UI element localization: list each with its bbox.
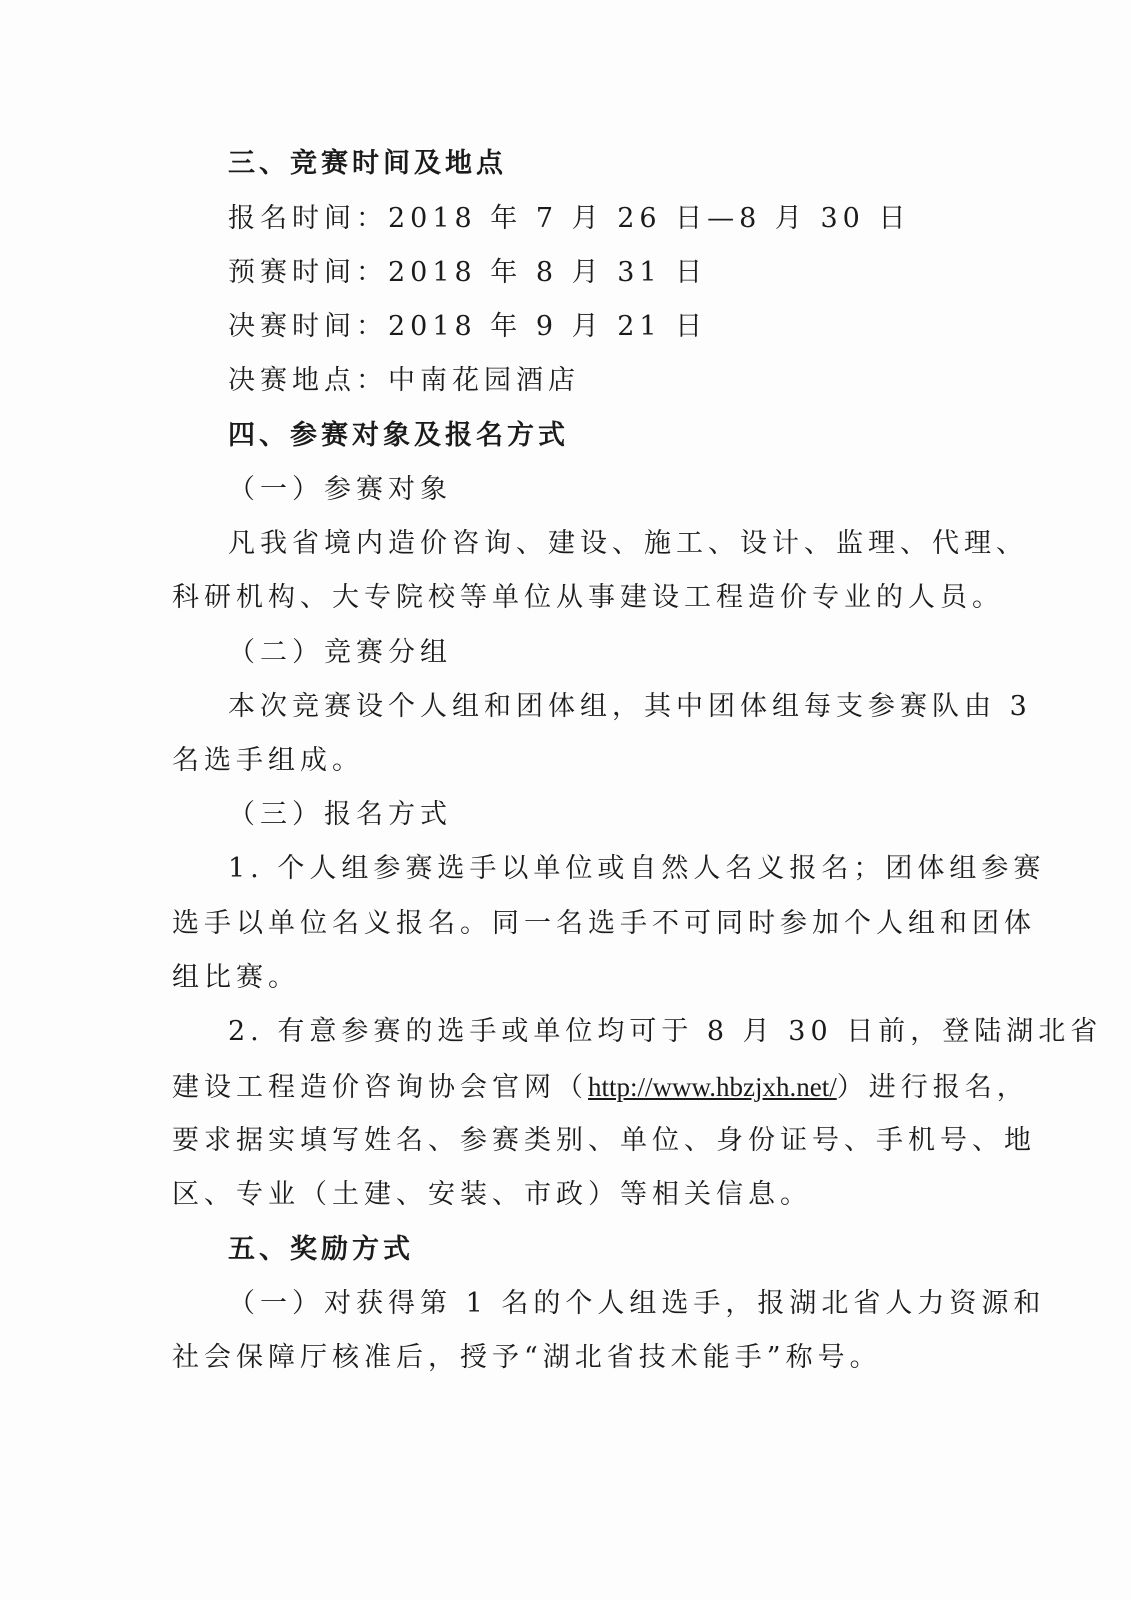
sub-3-item-1-line-2: 选手以单位名义报名。同一名选手不可同时参加个人组和团体: [172, 908, 1036, 939]
section-5-item-1-line-1: （一）对获得第 1 名的个人组选手，报湖北省人力资源和: [228, 1288, 1046, 1319]
sub-3-item-2-line-4: 区、专业（土建、安装、市政）等相关信息。: [172, 1179, 812, 1210]
item-2-line-2-prefix: 建设工程造价咨询协会官网（: [172, 1072, 588, 1103]
association-website-link[interactable]: http://www.hbzjxh.net/: [588, 1072, 837, 1102]
sub-1-line-1: 凡我省境内造价咨询、建设、施工、设计、监理、代理、: [228, 528, 1028, 559]
sub-3-item-2-line-2: [172, 1069, 1029, 1106]
final-time: 决赛时间：2018 年 9 月 21 日: [228, 311, 708, 342]
sub-3-item-1-line-3: 组比赛。: [172, 962, 300, 993]
sub-2-title: （二）竞赛分组: [228, 637, 452, 668]
sub-1-line-2: 科研机构、大专院校等单位从事建设工程造价专业的人员。: [172, 582, 1004, 613]
sub-3-item-2-line-3: 要求据实填写姓名、参赛类别、单位、身份证号、手机号、地: [172, 1125, 1036, 1156]
preliminary-time: 预赛时间：2018 年 8 月 31 日: [228, 257, 708, 288]
section-3-heading: 三、竞赛时间及地点: [228, 148, 507, 179]
final-venue: 决赛地点：中南花园酒店: [228, 365, 580, 396]
sub-2-line-1: 本次竞赛设个人组和团体组，其中团体组每支参赛队由 3: [228, 691, 1032, 722]
sub-1-title: （一）参赛对象: [228, 474, 452, 505]
section-5-item-1-line-2: 社会保障厅核准后，授予“湖北省技术能手”称号。: [172, 1342, 882, 1373]
section-5-heading: 五、奖励方式: [228, 1234, 414, 1265]
sub-3-title: （三）报名方式: [228, 799, 452, 830]
section-4-heading: 四、参赛对象及报名方式: [228, 420, 569, 451]
item-2-line-2-suffix: ）进行报名，: [836, 1072, 1029, 1103]
sub-2-line-2: 名选手组成。: [172, 745, 364, 776]
sub-3-item-2-line-1: 2. 有意参赛的选手或单位均可于 8 月 30 日前，登陆湖北省: [228, 1016, 1103, 1047]
registration-time: 报名时间：2018 年 7 月 26 日—8 月 30 日: [228, 203, 911, 234]
sub-3-item-1-line-1: 1. 个人组参赛选手以单位或自然人名义报名；团体组参赛: [228, 853, 1046, 884]
